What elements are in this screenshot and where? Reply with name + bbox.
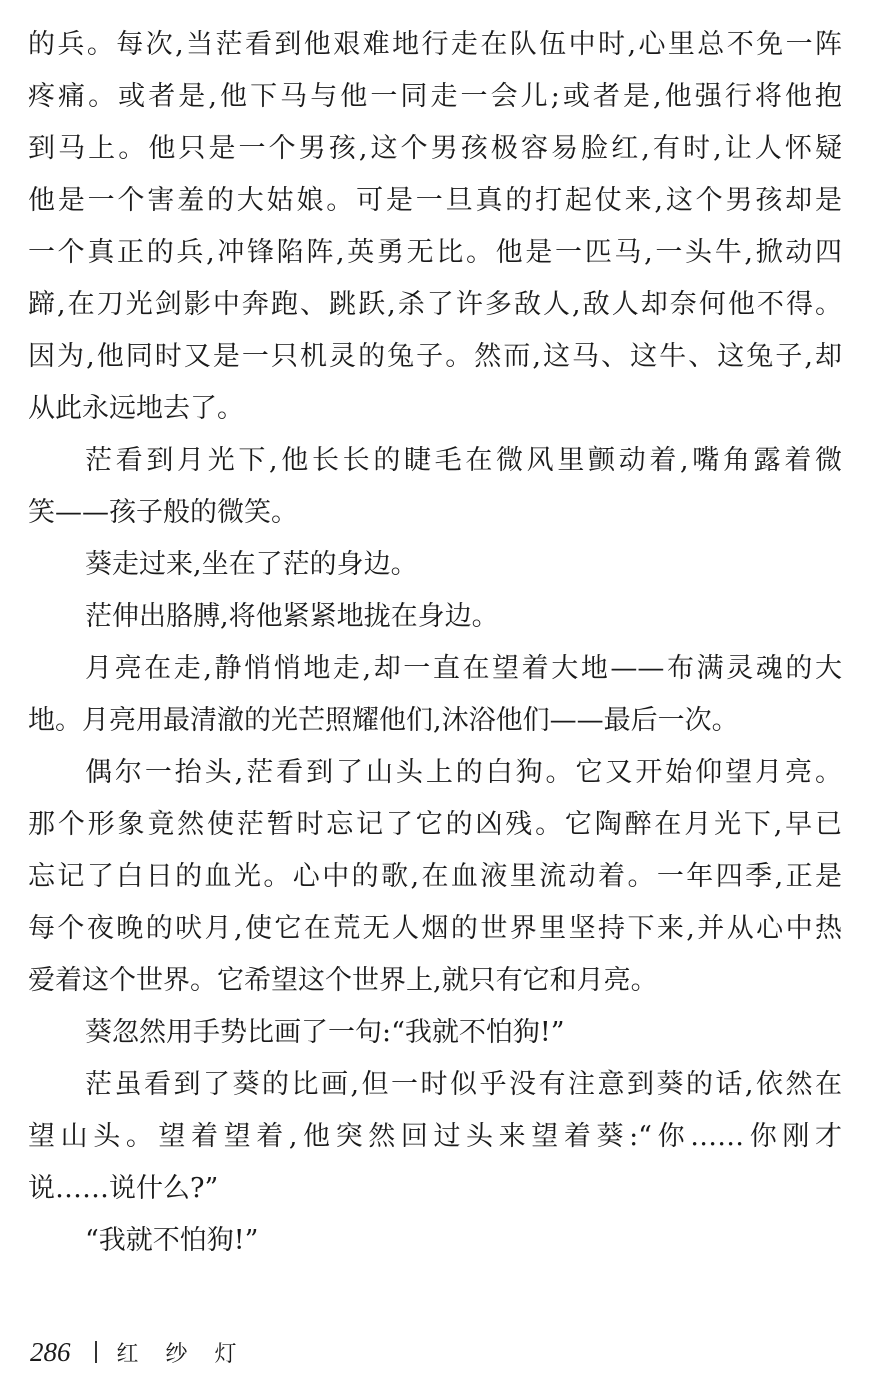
paragraph [28,435,842,539]
page-number: 286 [30,1336,71,1367]
text-line: “我就不怕狗!” [85,1225,259,1256]
paragraph [28,591,842,643]
text-line: 从此永远地去了。 [28,393,244,424]
text-line: 因为,他同时又是一只机灵的兔子。然而,这马、这牛、这兔子,却 [28,341,842,372]
paragraph [28,1007,842,1059]
paragraph [28,539,842,591]
page-footer [30,1332,247,1372]
text-line: 茫伸出胳膊,将他紧紧地拢在身边。 [85,601,499,632]
text-line: 茫虽看到了葵的比画,但一时似乎没有注意到葵的话,依然在 [85,1069,842,1100]
text-line: 那个形象竟然使茫暂时忘记了它的凶残。它陶醉在月光下,早已 [28,809,842,840]
text-line: 偶尔一抬头,茫看到了山头上的白狗。它又开始仰望月亮。 [85,757,842,788]
text-line: 笑——孩子般的微笑。 [28,497,298,528]
text-line: 疼痛。或者是,他下马与他一同走一会儿;或者是,他强行将他抱 [28,81,842,112]
text-line: 葵走过来,坐在了茫的身边。 [85,549,418,580]
text-line: 到马上。他只是一个男孩,这个男孩极容易脸红,有时,让人怀疑 [28,133,842,164]
text-line: 说……说什么?” [28,1173,219,1204]
book-title: 红 纱 灯 [116,1341,247,1367]
text-line: 他是一个害羞的大姑娘。可是一旦真的打起仗来,这个男孩却是 [28,185,842,216]
text-line: 一个真正的兵,冲锋陷阵,英勇无比。他是一匹马,一头牛,掀动四 [28,237,842,268]
text-line: 月亮在走,静悄悄地走,却一直在望着大地——布满灵魂的大 [85,653,842,684]
text-line: 蹄,在刀光剑影中奔跑、跳跃,杀了许多敌人,敌人却奈何他不得。 [28,289,842,320]
text-line: 每个夜晚的吠月,使它在荒无人烟的世界里坚持下来,并从心中热 [28,913,842,944]
text-line: 地。月亮用最清澈的光芒照耀他们,沐浴他们——最后一次。 [28,705,739,736]
paragraph [28,1215,842,1267]
footer-separator [95,1341,97,1363]
text-line: 望山头。望着望着,他突然回过头来望着葵:“你……你刚才 [28,1121,842,1152]
paragraph [28,1059,842,1215]
text-line: 忘记了白日的血光。心中的歌,在血液里流动着。一年四季,正是 [28,861,842,892]
text-line: 葵忽然用手势比画了一句:“我就不怕狗!” [85,1017,565,1048]
paragraph [28,747,842,1007]
paragraph [28,19,842,435]
text-line: 爱着这个世界。它希望这个世界上,就只有它和月亮。 [28,965,658,996]
body-text [28,19,842,1267]
text-line: 茫看到月光下,他长长的睫毛在微风里颤动着,嘴角露着微 [85,445,842,476]
paragraph [28,643,842,747]
text-line: 的兵。每次,当茫看到他艰难地行走在队伍中时,心里总不免一阵 [28,29,842,60]
